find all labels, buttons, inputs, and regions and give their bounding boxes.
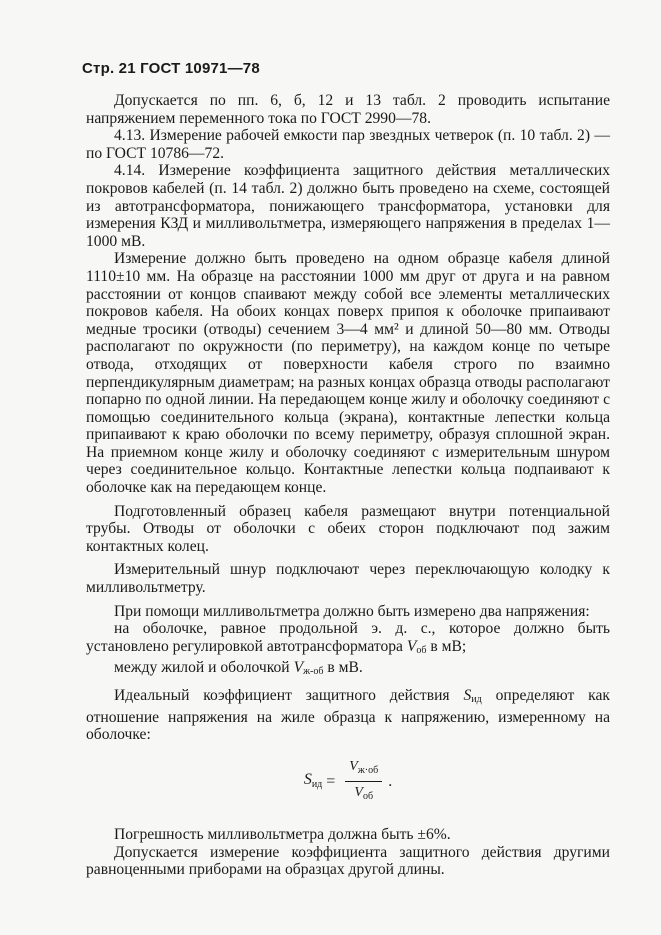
formula-fraction: [345, 758, 382, 806]
paragraph-admission: Допускается по пп. 6, б, 12 и 13 табл. 2 проводить испытание напряжением переменного тока по ГОСТ 2990—78.: [86, 92, 610, 127]
fraction-numerator: $V_{ж\cdot об}$: [345, 758, 382, 783]
sheath-voltage-text: на оболочке, равное продольной э. д. с., которое должно быть установлено регулировкой автотрансформатора: [86, 620, 610, 655]
paragraph-core-voltage: между жилой и оболочкой Vж-об в мВ.: [114, 659, 363, 678]
core-voltage-text: между жилой и оболочкой: [114, 659, 290, 677]
formula-lhs: $S_{ид}$: [303, 770, 323, 790]
symbol-v-zh-ob: Vж-об: [293, 659, 324, 678]
paragraph-alternative: Допускается измерение коэффициента защитного действия другими равноценными приборами на образцах другой длины.: [86, 843, 610, 879]
paragraph-two-voltages: При помощи милливольтметра должно быть измерено два напряжения:: [114, 602, 590, 620]
symbol-s-id: Sид: [463, 687, 482, 705]
fraction-denominator: $V_{об}$: [354, 785, 374, 803]
paragraph-4-14: 4.14. Измерение коэффициента защитного действия металлических покровов кабелей (п. 14 табл. 2) должно быть проведено на схеме, состоящей из автотрансформатора, понижающего трансформатора, установки для измерения КЗД и милливольтметра, измеряющего напряжения в пределах 1—1000 мВ.: [86, 162, 610, 250]
paragraph-ideal-coefficient: Идеальный коэффициент защитного действия Sид определяют как отношение напряжения на жиле образца к напряжению, измеренному на оболочке:: [86, 687, 610, 744]
symbol-v-ob: Vоб: [406, 637, 427, 656]
paragraph-sample-prep: Измерение должно быть проведено на одном образце кабеля длиной 1110±10 мм. На образце на расстоянии 1000 мм друг от друга и на равном расстоянии от концов спаивают между собой все элементы металлических покровов кабеля. На обоих концах поверх припоя к оболочке припаивают медные тросики (отводы) сечением 3—4 мм² и длиной 50—80 мм. Отводы располагают по окружности (по периметру), на каждом конце по четыре отвода, отходящих от поверхности кабеля строго по взаимно перпендикулярным диаметрам; на разных концах образца отводы располагают попарно по одной линии. На передающем конце жилу и оболочку соединяют с помощью соединительного кольца (экрана), контактные лепестки кольца припаивают к краю оболочки по всему периметру, образуя сплошной экран. На приемном конце жилу и оболочку соединяют с измерительным шнуром через соединительное кольцо. Контактные лепестки кольца подпаивают к оболочке как на передающем конце.: [86, 250, 610, 497]
formula-s-id: [86, 758, 610, 806]
paragraph-sheath-voltage: на оболочке, равное продольной э. д. с., которое должно быть установлено регулировкой автотрансформатора Vоб в мВ;: [86, 620, 610, 656]
paragraph-4-13: 4.13. Измерение рабочей емкости пар звездных четверок (п. 10 табл. 2) — по ГОСТ 10786—72.: [86, 127, 610, 162]
paragraph-error: Погрешность милливольтметра должна быть ±6%.: [114, 825, 451, 843]
paragraph-potential-tube: Подготовленный образец кабеля размещают внутри потенциальной трубы. Отводы от оболочки с обеих сторон подключают под зажим контактных колец.: [86, 502, 610, 555]
page-header: Стр. 21 ГОСТ 10971—78: [82, 60, 260, 77]
formula-equals: =: [326, 773, 336, 791]
formula-period: .: [388, 773, 393, 791]
document-body: [86, 92, 610, 879]
paragraph-cord: Измерительный шнур подключают через переключающую колодку к милливольтметру.: [86, 561, 610, 597]
